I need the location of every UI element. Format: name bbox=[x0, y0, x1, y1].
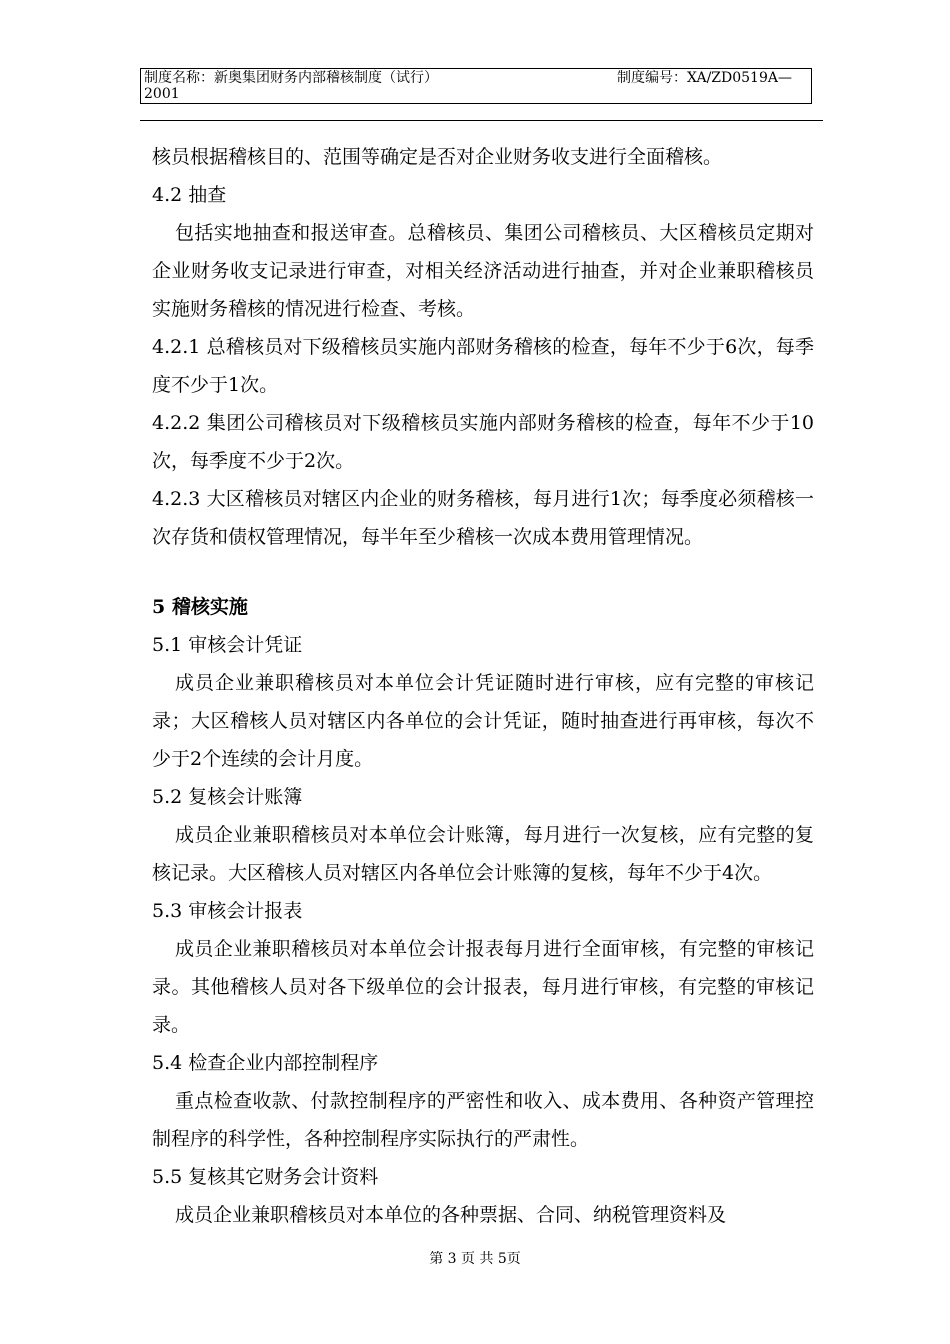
paragraph: 重点检查收款、付款控制程序的严密性和收入、成本费用、各种资产管理控制程序的科学性，各种控制程序实际执行的严肃性。 bbox=[152, 1090, 814, 1150]
section-heading: 5 稽核实施 bbox=[152, 596, 248, 618]
clause-4-2-3: 4.2.3 大区稽核员对辖区内企业的财务稽核，每月进行1次；每季度必须稽核一次存货和债权管理情况，每半年至少稽核一次成本费用管理情况。 bbox=[152, 488, 814, 548]
clause-4-2-1: 4.2.1 总稽核员对下级稽核员实施内部财务稽核的检查，每年不少于6次，每季度不少于1次。 bbox=[152, 336, 814, 396]
subsection-heading: 5.2 复核会计账簿 bbox=[152, 786, 303, 808]
page-number: 第 3 页 共 5页 bbox=[429, 1251, 521, 1267]
page-header bbox=[140, 68, 812, 104]
clause-4-2-2: 4.2.2 集团公司稽核员对下级稽核员实施内部财务稽核的检查，每年不少于10次，每季度不少于2次。 bbox=[152, 412, 814, 472]
subsection-heading: 5.1 审核会计凭证 bbox=[152, 634, 303, 656]
document-body bbox=[152, 138, 814, 1234]
subsection-heading: 4.2 抽查 bbox=[152, 184, 227, 206]
page-footer bbox=[0, 1248, 950, 1268]
subsection-heading: 5.5 复核其它财务会计资料 bbox=[152, 1166, 379, 1188]
regulation-code-continuation: 2001 bbox=[144, 86, 180, 102]
paragraph: 核员根据稽核目的、范围等确定是否对企业财务收支进行全面稽核。 bbox=[152, 146, 723, 168]
subsection-heading: 5.4 检查企业内部控制程序 bbox=[152, 1052, 379, 1074]
paragraph: 成员企业兼职稽核员对本单位会计报表每月进行全面审核，有完整的审核记录。其他稽核人员对各下级单位的会计报表，每月进行审核，有完整的审核记录。 bbox=[152, 938, 814, 1036]
paragraph: 包括实地抽查和报送审查。总稽核员、集团公司稽核员、大区稽核员定期对企业财务收支记录进行审查，对相关经济活动进行抽查，并对企业兼职稽核员实施财务稽核的情况进行检查、考核。 bbox=[152, 222, 814, 320]
regulation-code: 制度编号：XA/ZD0519A— bbox=[617, 70, 792, 86]
header-rule bbox=[140, 120, 823, 121]
paragraph: 成员企业兼职稽核员对本单位的各种票据、合同、纳税管理资料及 bbox=[175, 1204, 727, 1226]
paragraph: 成员企业兼职稽核员对本单位会计凭证随时进行审核，应有完整的审核记录；大区稽核人员对辖区内各单位的会计凭证，随时抽查进行再审核，每次不少于2个连续的会计月度。 bbox=[152, 672, 814, 770]
regulation-name: 制度名称：新奥集团财务内部稽核制度（试行） bbox=[144, 70, 438, 86]
paragraph: 成员企业兼职稽核员对本单位会计账簿，每月进行一次复核，应有完整的复核记录。大区稽核人员对辖区内各单位会计账簿的复核，每年不少于4次。 bbox=[152, 824, 814, 884]
subsection-heading: 5.3 审核会计报表 bbox=[152, 900, 303, 922]
